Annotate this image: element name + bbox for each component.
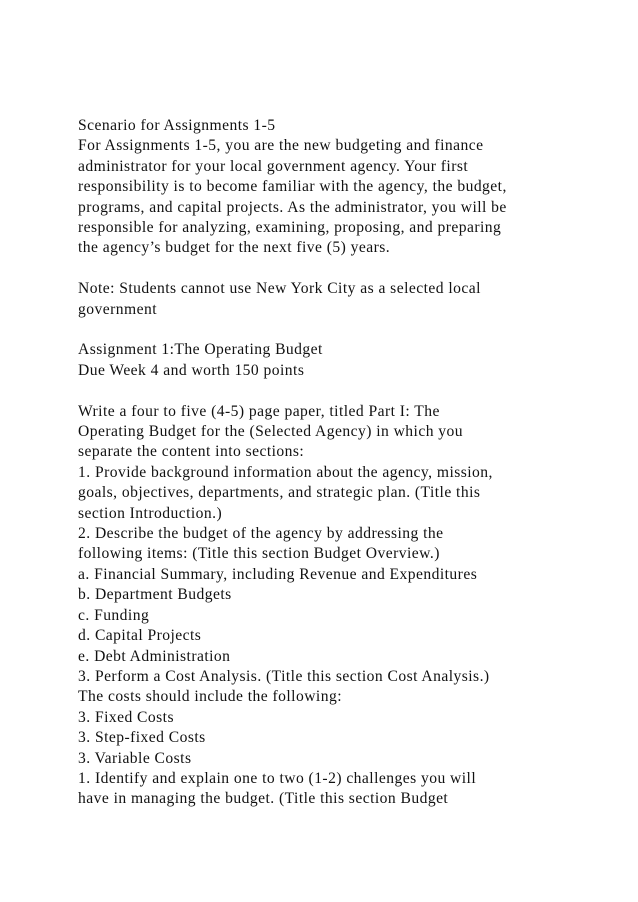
paragraph-spacer bbox=[78, 320, 626, 340]
scenario-line-5: responsible for analyzing, examining, proposing, and preparing bbox=[78, 219, 502, 237]
scenario-line-2: administrator for your local government agency. Your first bbox=[78, 157, 469, 175]
scenario-line-1: For Assignments 1-5, you are the new budgeting and finance bbox=[78, 137, 484, 155]
paragraph-spacer bbox=[78, 259, 626, 279]
assignment-due: Due Week 4 and worth 150 points bbox=[78, 361, 305, 379]
instructions-line-16: 3. Fixed Costs bbox=[78, 708, 174, 726]
scenario-line-3: responsibility is to become familiar with the agency, the budget, bbox=[78, 178, 507, 196]
instructions-line-18: 3. Variable Costs bbox=[78, 749, 192, 767]
instructions-line-15: The costs should include the following: bbox=[78, 688, 342, 706]
paragraph-spacer bbox=[78, 381, 626, 401]
instructions-line-6: section Introduction.) bbox=[78, 504, 223, 522]
instructions-line-14: 3. Perform a Cost Analysis. (Title this section Cost Analysis.) bbox=[78, 667, 490, 685]
instructions-line-1: Write a four to five (4-5) page paper, titled Part I: The bbox=[78, 402, 440, 420]
instructions-line-20: have in managing the budget. (Title this section Budget bbox=[78, 790, 449, 808]
note-line-1: Note: Students cannot use New York City as a selected local bbox=[78, 280, 481, 298]
instructions-line-11: c. Funding bbox=[78, 606, 150, 624]
instructions-line-17: 3. Step-fixed Costs bbox=[78, 729, 206, 747]
instructions-line-12: d. Capital Projects bbox=[78, 627, 202, 645]
instructions-line-2: Operating Budget for the (Selected Agency) in which you bbox=[78, 423, 464, 441]
instructions-line-9: a. Financial Summary, including Revenue and Expenditures bbox=[78, 565, 478, 583]
instructions-line-13: e. Debt Administration bbox=[78, 647, 231, 665]
assignment-title: Assignment 1:The Operating Budget bbox=[78, 341, 323, 359]
instructions-line-19: 1. Identify and explain one to two (1-2) challenges you will bbox=[78, 769, 477, 787]
note-line-2: government bbox=[78, 300, 157, 318]
scenario-line-6: the agency’s budget for the next five (5) years. bbox=[78, 239, 391, 257]
scenario-line-4: programs, and capital projects. As the administrator, you will be bbox=[78, 198, 507, 216]
instructions-line-10: b. Department Budgets bbox=[78, 586, 232, 604]
instructions-line-8: following items: (Title this section Budget Overview.) bbox=[78, 545, 440, 563]
instructions-line-7: 2. Describe the budget of the agency by addressing the bbox=[78, 525, 444, 543]
document-body bbox=[78, 116, 626, 810]
instructions-line-5: goals, objectives, departments, and strategic plan. (Title this bbox=[78, 484, 481, 502]
instructions-line-4: 1. Provide background information about the agency, mission, bbox=[78, 463, 493, 481]
instructions-line-3: separate the content into sections: bbox=[78, 443, 305, 461]
scenario-title: Scenario for Assignments 1-5 bbox=[78, 117, 276, 134]
